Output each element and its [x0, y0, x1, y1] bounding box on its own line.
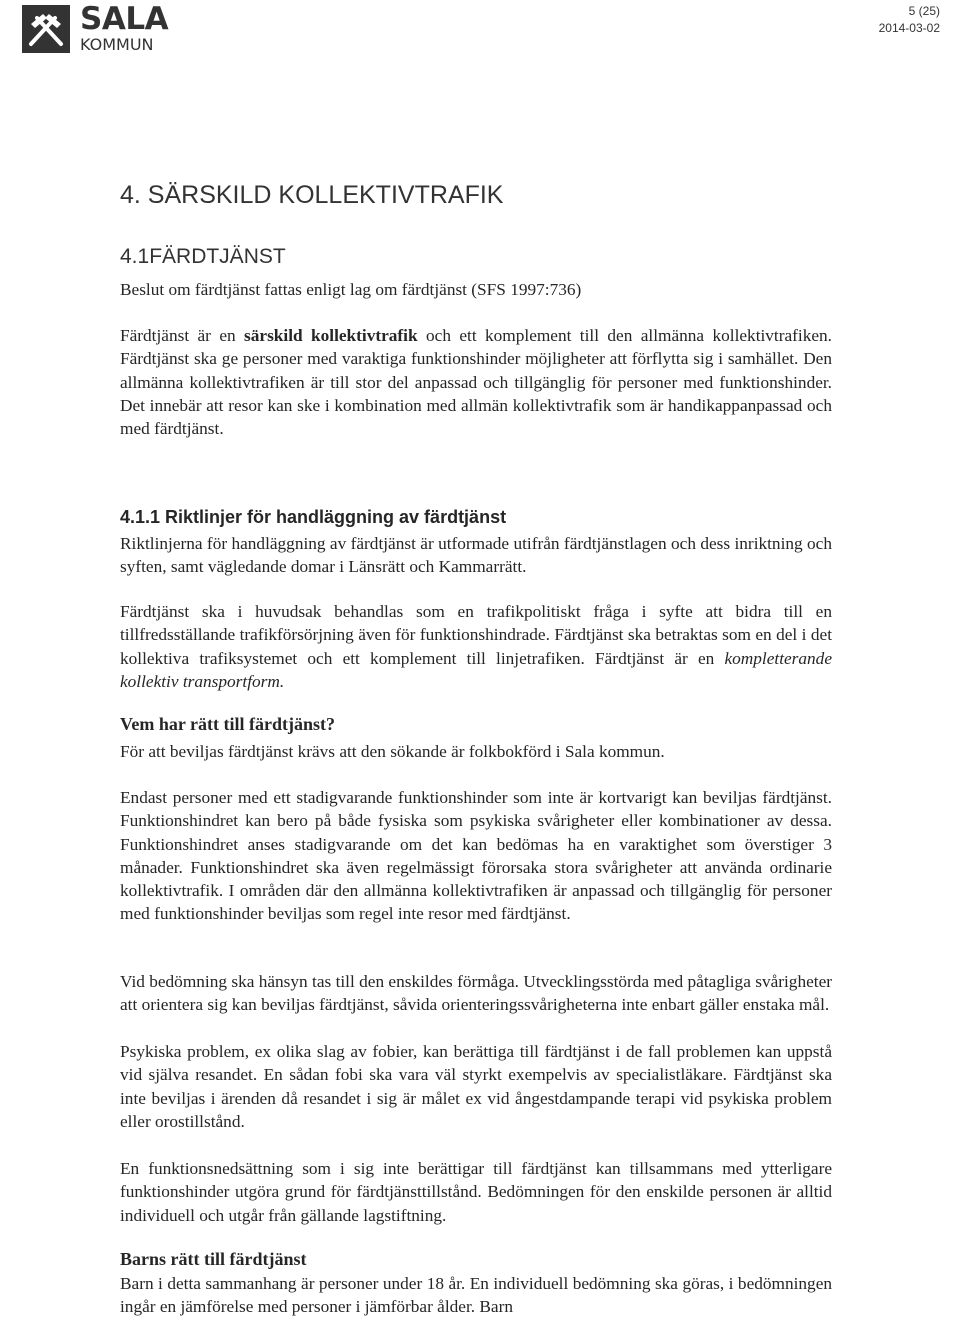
page-meta [879, 3, 940, 37]
paragraph-residency: För att beviljas färdtjänst krävs att den sökande är folkbokförd i Sala kommun. [120, 742, 665, 761]
logo-subtitle: KOMMUN [80, 35, 154, 54]
paragraph-combined-disability: En funktionsnedsättning som i sig inte berättigar till färdtjänst kan tillsammans med ytterligare funktionshinder utgöra grund för färdtjänsttillstånd. Bedömningen för den enskilde personen är alltid individuell och utgår från gällande lagstiftning. [120, 1159, 832, 1225]
paragraph-guidelines: Riktlinjerna för handläggning av färdtjänst är utformade utifrån färdtjänstlagen och dess inriktning och syften, samt vägledande domar i Länsrätt och Kammarrätt. [120, 534, 832, 577]
paragraph-traffic-policy [120, 600, 832, 693]
logo-name: SALA [80, 1, 169, 37]
paragraph-law-reference: Beslut om färdtjänst fattas enligt lag om färdtjänst (SFS 1997:736) [120, 280, 582, 299]
crossed-hammers-icon [22, 5, 70, 53]
paragraph-traffic-policy-text: Färdtjänst ska i huvudsak behandlas som en trafikpolitiskt fråga i syfte att bidra till en tillfredsställande trafikförsörjning även för funktionshindrade. Färdtjänst ska betraktas som en del i det kollektiva trafiksystemet och ett komplement till linjetrafiken. Färdtjänst är en [120, 602, 832, 668]
paragraph-psychological: Psykiska problem, ex olika slag av fobier, kan berättiga till färdtjänst i de fall problemen kan uppstå vid själva resandet. En sådan fobi ska vara väl styrkt exempelvis av specialistläkare. Färdtjänst ska inte beviljas i ärenden då resandet i sig är målet ex vid ångestdampande terapi vid psykiska problem eller orostillstånd. [120, 1042, 832, 1131]
heading-barns-ratt: Barns rätt till färdtjänst [120, 1249, 307, 1269]
section-title: 4. SÄRSKILD KOLLEKTIVTRAFIK [120, 181, 504, 209]
heading-vem-har-ratt: Vem har rätt till färdtjänst? [120, 714, 335, 734]
paragraph-traffic-policy-emphasis: kompletterande kollektiv transportform. [120, 648, 832, 691]
page-number: 5 (25) [908, 4, 940, 18]
paragraph-children: Barn i detta sammanhang är personer under 18 år. En individuell bedömning ska göras, i bedömningen ingår en jämförelse med personer i jämförbar ålder. Barn [120, 1274, 832, 1317]
paragraph-assessment: Vid bedömning ska hänsyn tas till den enskildes förmåga. Utvecklingsstörda med påtagliga svårigheter att orientera sig kan beviljas färdtjänst, såvida orienteringssvårigheterna inte enbart gäller enstaka mål. [120, 972, 832, 1015]
subsection-title: 4.1FÄRDTJÄNST [120, 245, 286, 268]
paragraph-definition [120, 324, 832, 440]
sala-kommun-logo [22, 1, 182, 54]
paragraph-definition-start: Färdtjänst är en [120, 326, 245, 345]
paragraph-definition-rest: och ett komplement till den allmänna kollektivtrafiken. Färdtjänst ska ge personer med varaktiga funktionshinder möjligheter att förflytta sig i samhället. Den allmänna kollektivtrafiken är till stor del anpassad och tillgänglig för personer med funktionshinder. Det innebär att resor kan ske i kombination med allmän kollektivtrafik som är handikappanpassad och med färdtjänst. [120, 326, 832, 439]
document-date: 2014-03-02 [878, 21, 940, 35]
paragraph-disability-criteria: Endast personer med ett stadigvarande funktionshinder som inte är kortvarigt kan beviljas färdtjänst. Funktionshindret kan bero på både fysiska som psykiska svårigheter eller kombinationer av dessa. Funktionshindret anses stadigvarande om det kan bedömas ha en varaktighet som överstiger 3 månader. Funktionshindret ska även regelmässigt förorsaka stora svårigheter att använda ordinarie kollektivtrafik. I områden där den allmänna kollektivtrafiken är anpassad och tillgänglig för personer med funktionshinder beviljas som regel inte resor med färdtjänst. [120, 788, 832, 924]
paragraph-definition-emphasis: särskild kollektivtrafik [244, 326, 418, 345]
heading-riktlinjer: 4.1.1 Riktlinjer för handläggning av färdtjänst [120, 507, 507, 527]
